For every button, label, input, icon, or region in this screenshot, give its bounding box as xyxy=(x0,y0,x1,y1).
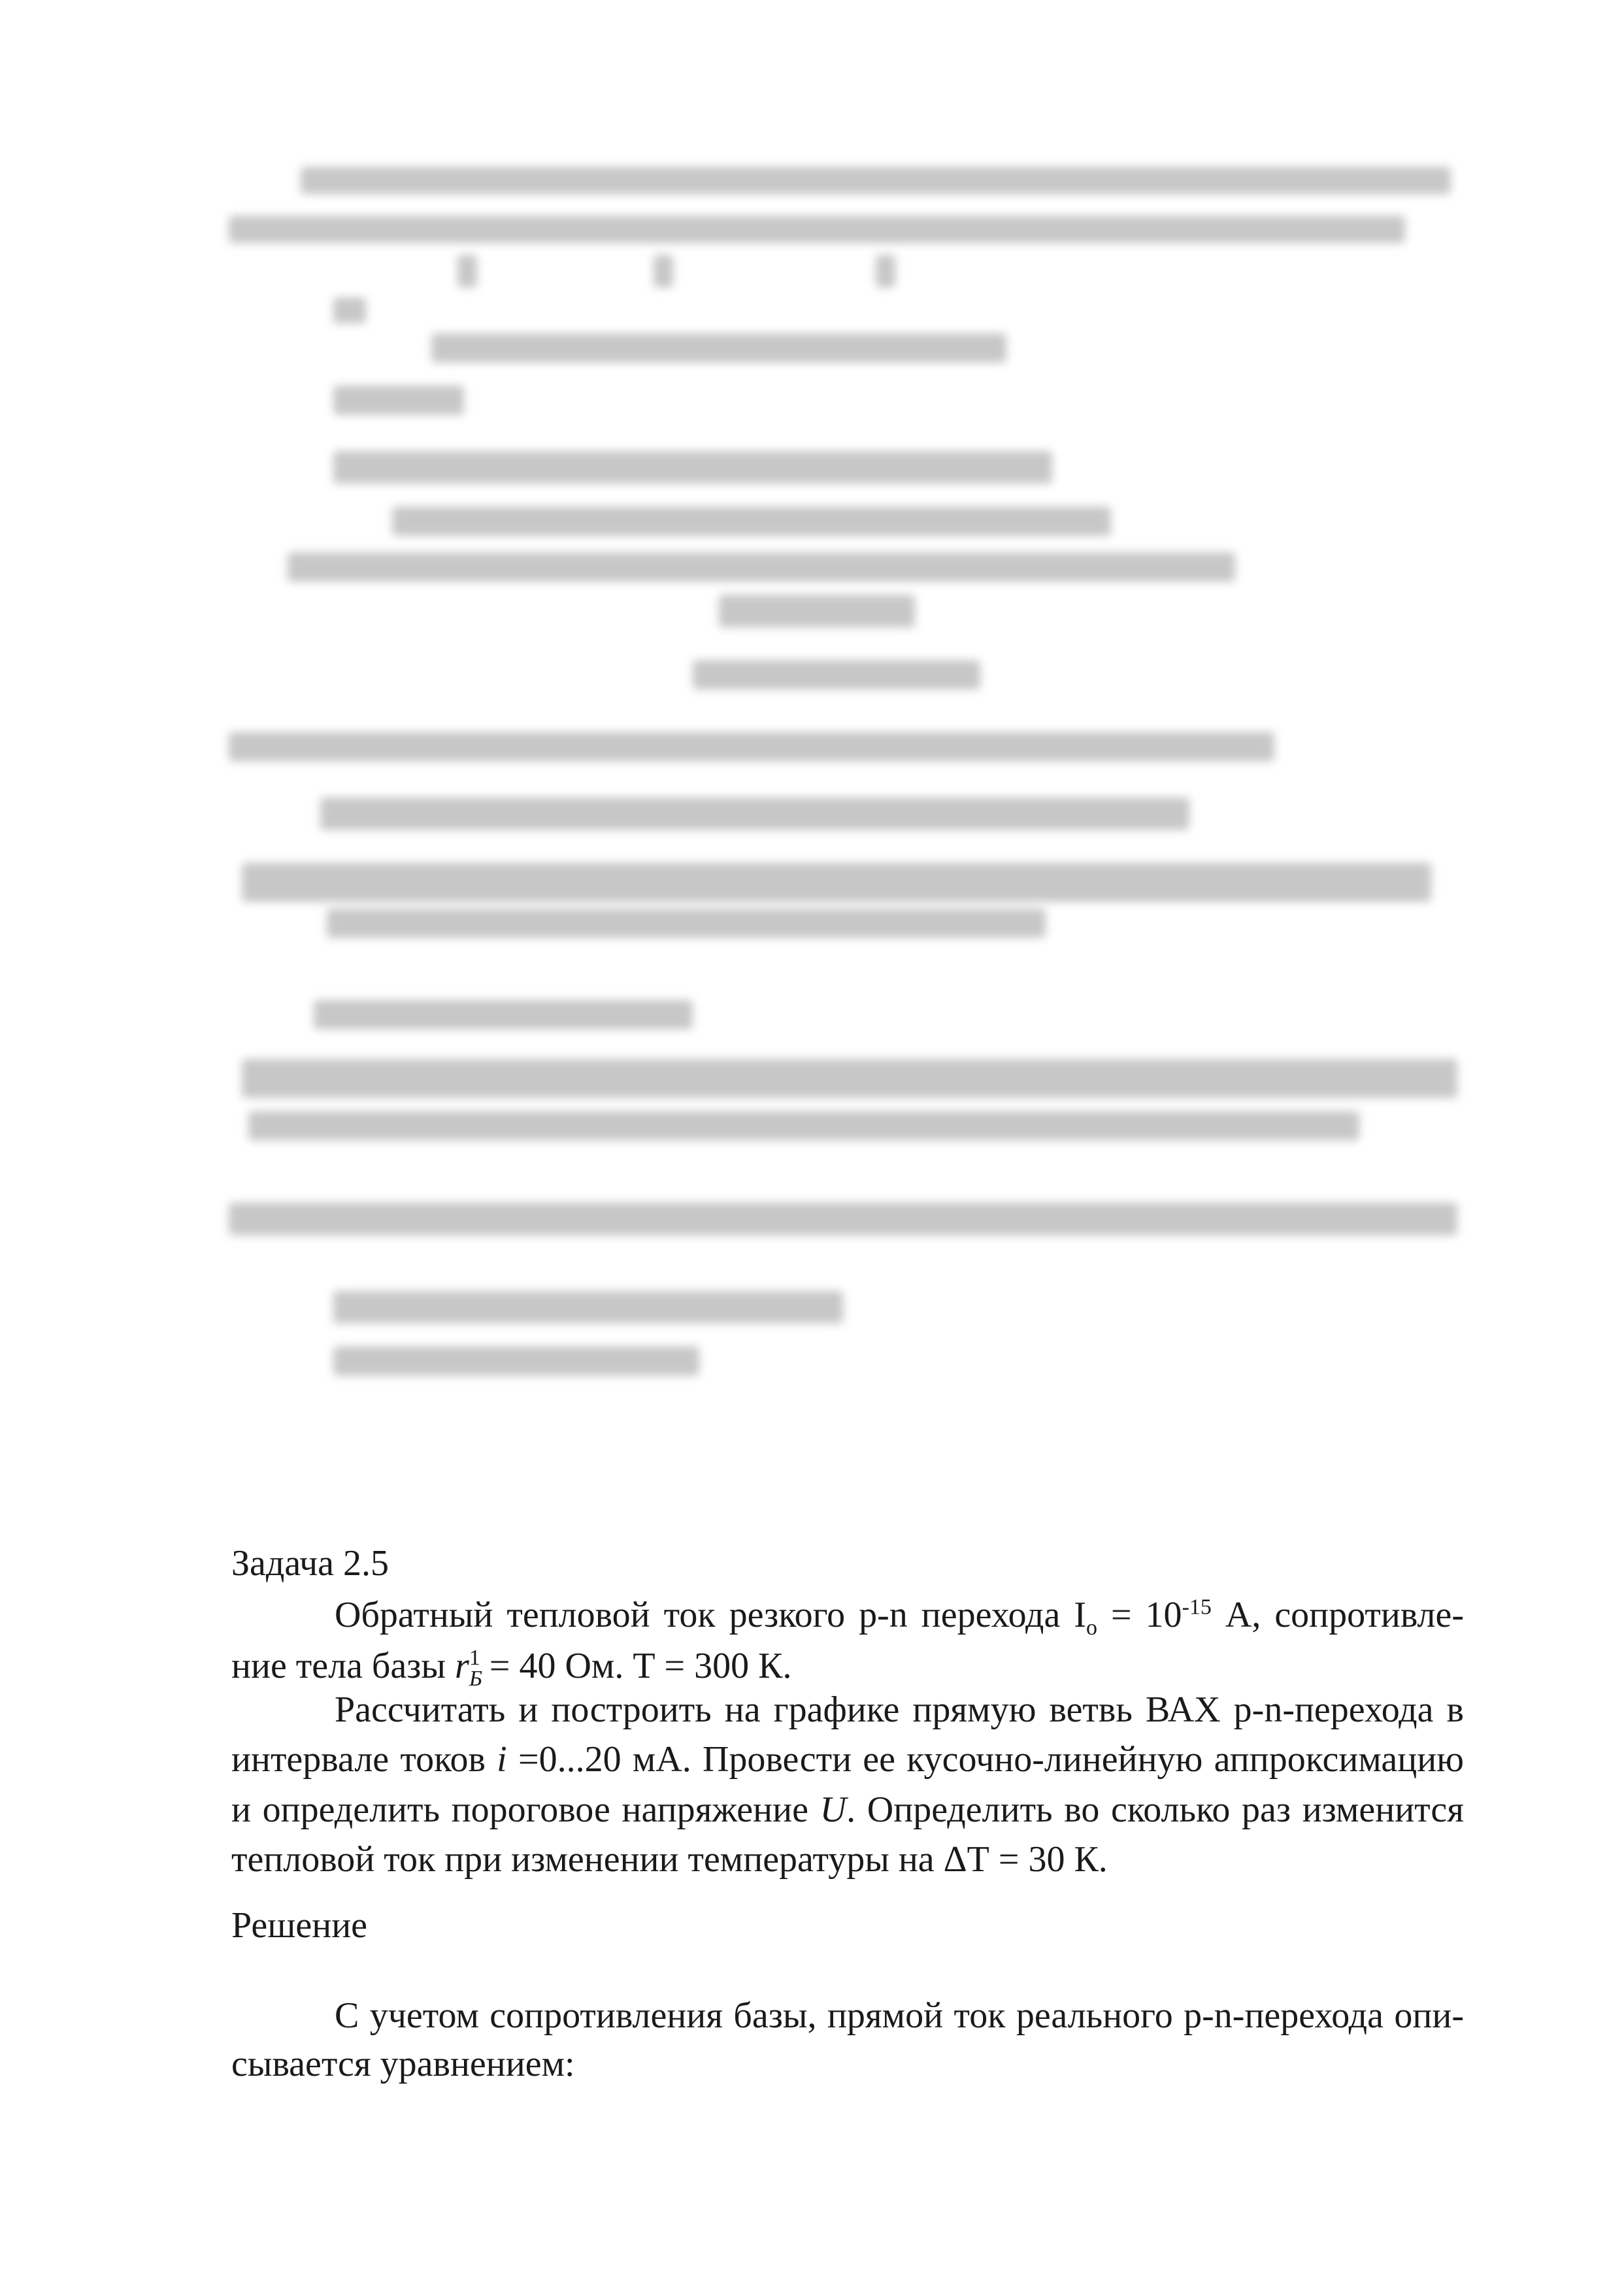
task-title: Задача 2.5 xyxy=(231,1543,389,1584)
superscript: -15 xyxy=(1182,1595,1212,1620)
task-text-line xyxy=(231,1592,1464,1638)
text: интервале токов xyxy=(231,1739,497,1780)
subscript: о xyxy=(1085,1616,1097,1640)
solution-text-line: С учетом сопротивления базы, прямой ток реального p-n-перехода опи- xyxy=(335,1995,1464,2036)
task-text-line xyxy=(231,1643,1464,1689)
task-text-line xyxy=(231,1787,1464,1833)
text: А, сопротивле- xyxy=(1211,1595,1464,1635)
text: ние тела базы xyxy=(231,1646,456,1686)
text: = 10 xyxy=(1097,1595,1182,1635)
text: . Определить во сколько раз изменится xyxy=(846,1789,1464,1830)
solution-text-line: сывается уравнением: xyxy=(231,2044,575,2084)
variable: i xyxy=(497,1739,507,1780)
text: Обратный тепловой ток резкого p-n перехода I xyxy=(335,1595,1086,1635)
text: =0...20 мА. Провести ее кусочно-линейную аппроксимацию xyxy=(506,1739,1465,1780)
variable: U xyxy=(820,1789,847,1830)
text: = 40 Ом. Т = 300 К. xyxy=(480,1646,792,1686)
superscript: 1 xyxy=(469,1646,480,1671)
variable: r xyxy=(455,1646,469,1686)
task-text-line xyxy=(231,1737,1464,1782)
text: и определить пороговое напряжение xyxy=(231,1789,820,1830)
task-text-line: тепловой ток при изменении температуры на ΔТ = 30 К. xyxy=(231,1839,1108,1880)
subscript: Б xyxy=(469,1667,482,1691)
solution-title: Решение xyxy=(231,1905,368,1946)
task-text-line: Рассчитать и построить на графике прямую ветвь ВАХ p-n-перехода в xyxy=(335,1689,1464,1730)
